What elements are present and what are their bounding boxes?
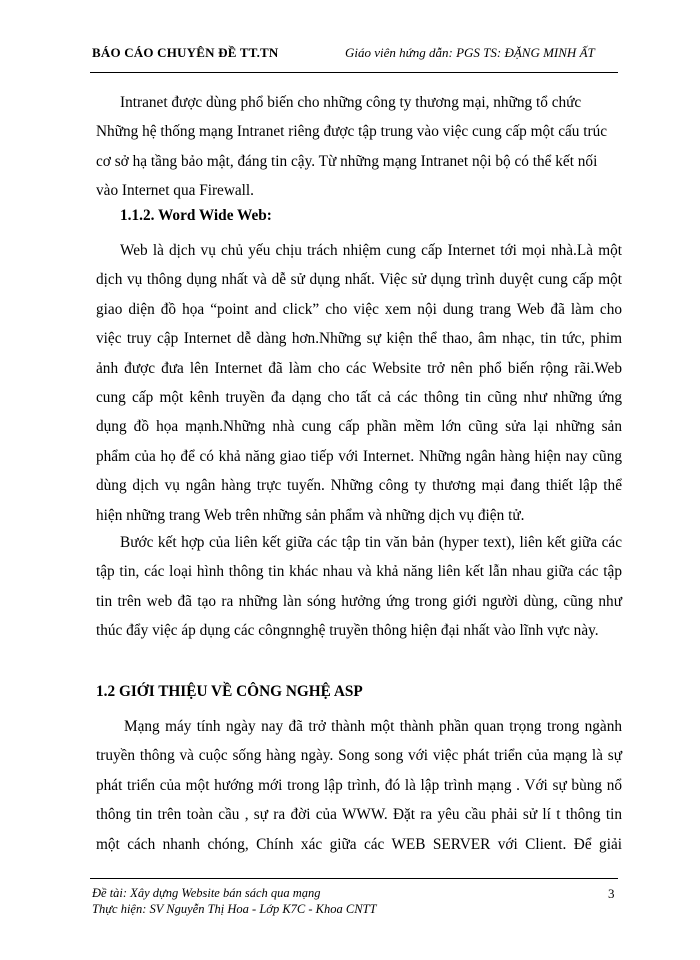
paragraph-line: phát triển của một hướng mới trong lập trình, đó là lập trình mạng . Với sự bùng nổ <box>96 776 622 794</box>
paragraph-line: thông tin trên toàn cầu , sự ra đời của WWW. Đặt ra yêu cầu phải sử lí t thông tin <box>96 806 622 824</box>
footer-topic: Đề tài: Xây dựng Website bán sách qua mạng <box>92 886 321 900</box>
paragraph-line: tin trên web đã tạo ra những làn sóng hưởng ứng trong giới người dùng, cũng như <box>96 592 622 610</box>
page-number: 3 <box>608 886 615 901</box>
footer-divider <box>90 878 618 879</box>
paragraph-line: truyền thông và cuộc sống hàng ngày. Song song với việc phát triển của mạng là sự <box>96 747 622 765</box>
header-report-title: BÁO CÁO CHUYÊN ĐỀ TT.TN <box>92 45 279 60</box>
paragraph-line: việc truy cập Internet dễ dàng hơn.Những sự kiện thể thao, âm nhạc, tin tức, phim <box>96 330 622 348</box>
paragraph-line: giao diện đồ họa “point and click” cho việc xem nội dung trang Web đã làm cho <box>96 300 622 318</box>
header-divider <box>90 72 618 73</box>
paragraph-asp <box>96 712 622 859</box>
paragraph-line: Bước kết hợp của liên kết giữa các tập tin văn bản (hyper text), liên kết giữa các <box>120 534 622 551</box>
paragraph-line: dụng đồ họa mạnh.Những nhà cung cấp phần mềm lớn cũng sửa lại những sản <box>96 418 622 436</box>
paragraph-line: hiện những trang Web trên những sản phẩm và những dịch vụ điện tử. <box>96 506 525 524</box>
paragraph-line: cung cấp một kênh truyền đa dạng cho tất cả các thông tin cũng như những ứng <box>96 389 622 407</box>
paragraph-line: cơ sở hạ tầng bảo mật, đáng tin cậy. Từ những mạng Intranet nội bộ có thể kết nối <box>96 152 598 170</box>
paragraph-line: dịch vụ thông dụng nhất và dễ sử dụng nhất. Việc sử dụng trình duyệt cung cấp một <box>96 271 622 289</box>
paragraph-line: ảnh được đưa lên Internet đã làm cho các Website trở nên phổ biến rộng rãi.Web <box>96 359 622 377</box>
section-heading-1-2: 1.2 GIỚI THIỆU VỀ CÔNG NGHỆ ASP <box>96 683 363 700</box>
paragraph-intranet <box>96 88 622 206</box>
paragraph-line: một cách nhanh chóng, Chính xác giữa các WEB SERVER với Client. Để giải <box>96 835 622 853</box>
paragraph-line: Intranet được dùng phổ biến cho những công ty thương mại, những tổ chức <box>120 94 582 111</box>
paragraph-line: thúc đẩy việc áp dụng các côngnnghệ truyền thông hiện đại nhất vào lĩnh vực này. <box>96 622 599 640</box>
footer-author: Thực hiện: SV Nguyễn Thị Hoa - Lớp K7C - Khoa CNTT <box>92 902 377 916</box>
header-supervisor: Giáo viên hứng dẫn: PGS TS: ĐẶNG MINH ẤT <box>345 45 595 60</box>
paragraph-line: Những hệ thống mạng Intranet riêng được tập trung vào việc cung cấp một cấu trúc <box>96 123 608 141</box>
paragraph-line: Web là dịch vụ chủ yếu chịu trách nhiệm cung cấp Internet tới mọi nhà.Là một <box>120 242 622 259</box>
section-heading-1-1-2: 1.1.2. Word Wide Web: <box>120 207 272 224</box>
paragraph-hypertext <box>96 528 622 646</box>
paragraph-web <box>96 236 622 530</box>
paragraph-line: phẩm của họ để có khả năng giao tiếp với Internet. Những ngân hàng hiện nay cũng <box>96 447 622 465</box>
paragraph-line: dùng dịch vụ ngân hàng trực tuyến. Những công ty thương mại đang thiết lập thể <box>96 477 622 495</box>
paragraph-line: vào Internet qua Firewall. <box>96 182 255 200</box>
paragraph-line: tập tin, các loại hình thông tin khác nhau và khả năng liên kết lẫn nhau giữa các tập <box>96 563 622 581</box>
paragraph-line: Mạng máy tính ngày nay đã trở thành một thành phần quan trọng trong ngành <box>124 718 622 735</box>
